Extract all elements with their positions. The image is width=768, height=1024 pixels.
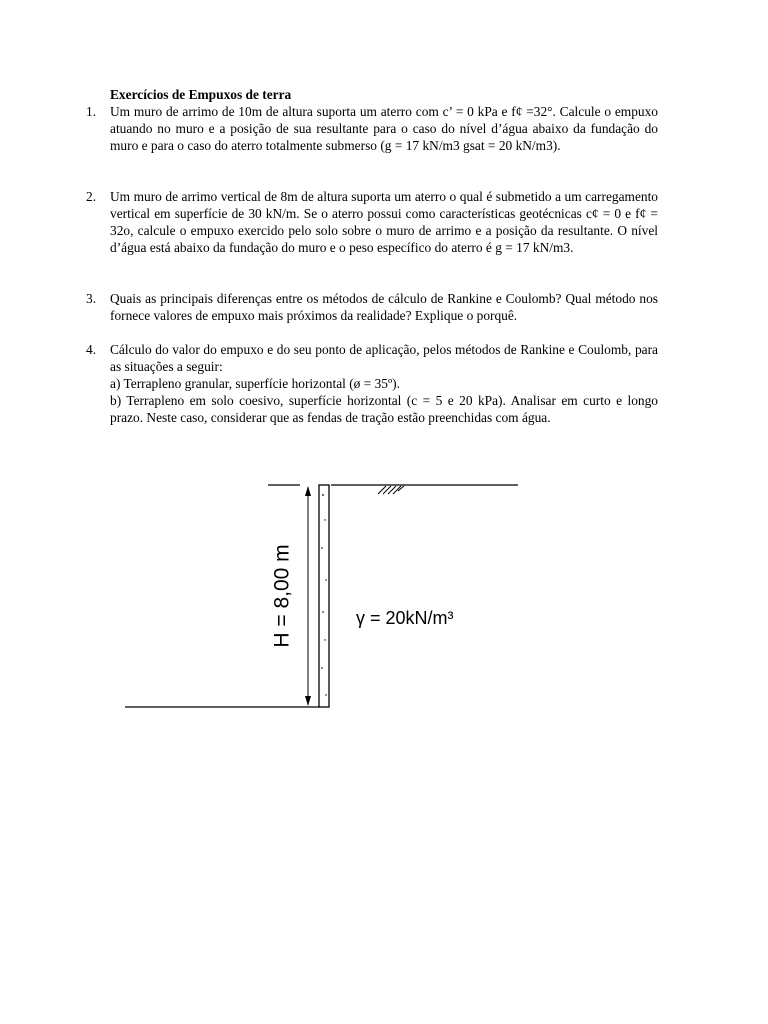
retaining-wall [319, 485, 329, 707]
document-title: Exercícios de Empuxos de terra [110, 87, 292, 102]
exercise-text: Cálculo do valor do empuxo e do seu ponto de aplicação, pelos métodos de Rankine e Coulomb, para as situações a seguir: [110, 342, 658, 374]
exercise-number: 2. [86, 189, 97, 204]
exercise-text: Quais as principais diferenças entre os métodos de cálculo de Rankine e Coulomb? Qual método nos fornece valores de empuxo mais próximos da realidade? Explique o porquê. [110, 291, 658, 323]
soil-hatch-icon [378, 486, 404, 494]
sub-item-a: a) Terrapleno granular, superfície horizontal (ø = 35º). [110, 376, 400, 391]
height-label: H = 8,00 m [270, 544, 294, 648]
unit-weight-label: γ = 20kN/m³ [356, 608, 454, 628]
exercise-text: Um muro de arrimo de 10m de altura suporta um aterro com c’ = 0 kPa e f¢ =32°. Calcule o empuxo atuando no muro e a posição de sua resultante para o caso do nível d’água abaixo da fundação do muro e para o caso do aterro totalmente submerso (g = 17 kN/m3 gsat = 20 kN/m3). [110, 104, 658, 153]
sub-item-b: b) Terrapleno em solo coesivo, superfície horizontal (c = 5 e 20 kPa). Analisar em curto e longo prazo. Neste caso, considerar que as fendas de tração estão preenchidas com água. [110, 393, 658, 425]
exercise-text: Um muro de arrimo vertical de 8m de altura suporta um aterro o qual é submetido a um carregamento vertical em superfície de 30 kN/m. Se o aterro possui como características geotécnicas c¢ = 0 e f¢ = 32o, calcule o empuxo exercido pelo solo sobre o muro de arrimo e a posição da resultante. O nível d’água está abaixo da fundação do muro e o peso específico do aterro é g = 17 kN/m3. [110, 189, 658, 255]
exercise-number: 3. [86, 291, 97, 306]
arrow-down-icon [305, 696, 311, 706]
arrow-up-icon [305, 486, 311, 496]
exercise-number: 1. [86, 104, 97, 119]
exercise-number: 4. [86, 342, 97, 357]
